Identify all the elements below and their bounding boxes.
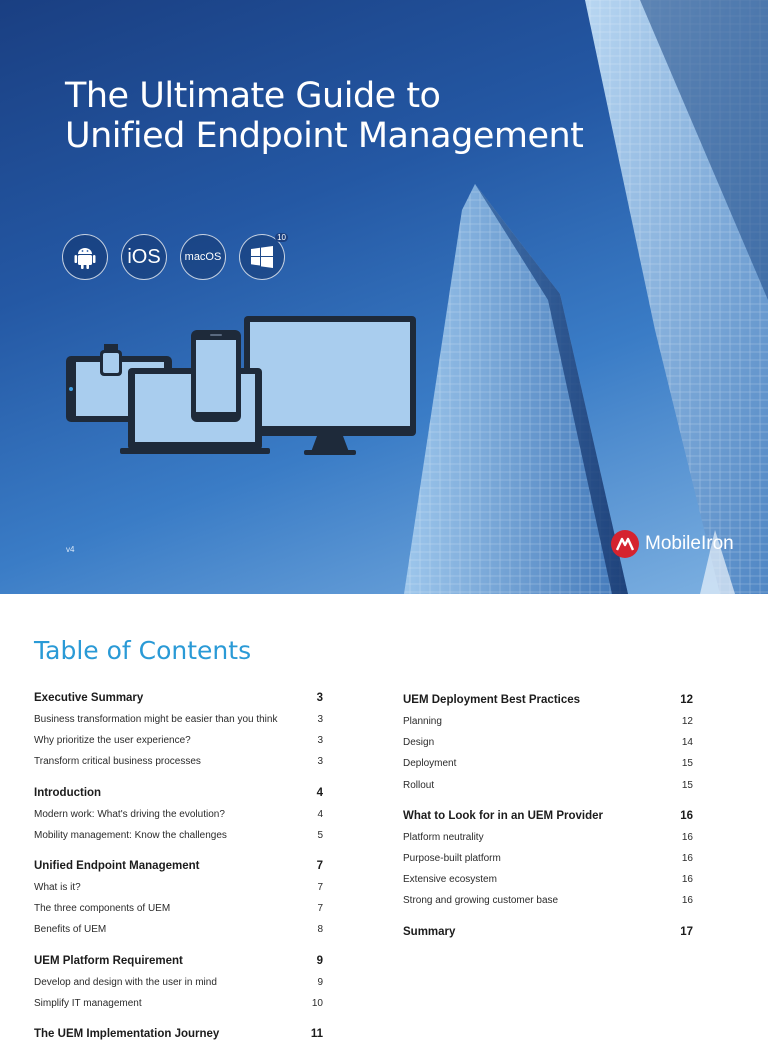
toc-section [34, 692, 323, 778]
toc-entry-page: 16 [681, 895, 693, 907]
windows-icon [251, 246, 273, 268]
toc-heading-title: UEM Platform Requirement [34, 954, 183, 967]
toc-section [403, 694, 693, 801]
toc-entry[interactable] [403, 853, 693, 874]
android-icon [74, 245, 96, 269]
toc-heading-page: 7 [316, 859, 323, 872]
toc-entry-page: 15 [681, 779, 693, 791]
toc-section [34, 860, 323, 946]
toc-section [34, 787, 323, 851]
toc-entry-page: 16 [681, 874, 693, 886]
toc-entry[interactable] [34, 924, 323, 945]
toc-section-heading[interactable] [34, 692, 323, 714]
devices-illustration [62, 314, 422, 464]
toc-section-heading[interactable] [34, 787, 323, 809]
toc-entry[interactable] [403, 832, 693, 853]
windows-badge [239, 234, 285, 280]
toc-heading-page: 4 [316, 786, 323, 799]
toc-entry[interactable] [34, 809, 323, 830]
toc-entry[interactable] [403, 758, 693, 779]
toc-entry-label: Benefits of UEM [34, 924, 107, 936]
toc-heading-title: Summary [403, 925, 456, 938]
toc-title: Table of Contents [34, 636, 252, 665]
cover-title [65, 76, 583, 156]
toc-entry-label: Simplify IT management [34, 997, 142, 1009]
cover-title-line-1: The Ultimate Guide to [65, 76, 441, 116]
toc-entry-page: 14 [681, 737, 693, 749]
toc-entry-page: 10 [311, 997, 323, 1009]
toc-entry-page: 3 [317, 756, 323, 768]
toc-entry[interactable] [403, 895, 693, 916]
toc-entry-page: 7 [317, 881, 323, 893]
toc-entry[interactable] [34, 882, 323, 903]
toc-section [34, 955, 323, 1019]
toc-entry-page: 5 [317, 829, 323, 841]
toc-entry-label: The three components of UEM [34, 903, 171, 915]
toc-heading-title: Introduction [34, 786, 102, 799]
toc-entry-label: Purpose-built platform [403, 852, 501, 864]
cover-title-line-2: Unified Endpoint Management [65, 116, 584, 156]
toc-heading-title: The UEM Implementation Journey [34, 1027, 220, 1040]
toc-entry-label: Planning [403, 716, 442, 727]
toc-left-column [34, 692, 323, 1059]
toc-entry[interactable] [403, 716, 693, 737]
toc-section [34, 1028, 323, 1050]
toc-section-heading[interactable] [34, 955, 323, 977]
toc-right-column [403, 694, 693, 957]
toc-entry[interactable] [34, 714, 323, 735]
toc-entry[interactable] [34, 977, 323, 998]
toc-entry-label: Mobility management: Know the challenges [34, 829, 227, 841]
toc-entry[interactable] [403, 874, 693, 895]
toc-heading-page: 17 [680, 925, 693, 938]
toc-heading-title: UEM Deployment Best Practices [403, 694, 581, 706]
toc-heading-page: 3 [316, 692, 323, 704]
toc-entry-page: 8 [317, 924, 323, 936]
toc-entry-page: 3 [317, 735, 323, 747]
mobileiron-logo-icon [611, 530, 639, 558]
toc-entry-page: 4 [317, 808, 323, 820]
macos-label: macOS [184, 251, 222, 263]
toc-entry[interactable] [403, 737, 693, 758]
version-label: v4 [66, 545, 75, 554]
toc-entry-page: 3 [317, 714, 323, 725]
toc-section [403, 810, 693, 917]
toc-section-heading[interactable] [403, 926, 693, 948]
toc-entry-label: Business transformation might be easier than you think [34, 714, 278, 725]
toc-entry[interactable] [34, 756, 323, 777]
toc-entry-label: Rollout [403, 779, 435, 791]
toc-entry-page: 7 [317, 903, 323, 915]
toc-section-heading[interactable] [34, 1028, 323, 1050]
ios-label: iOS [127, 245, 161, 268]
toc-section-heading[interactable] [403, 810, 693, 832]
toc-heading-title: Executive Summary [34, 692, 144, 704]
toc-entry-label: Platform neutrality [403, 831, 484, 843]
toc-section [403, 926, 693, 948]
mobileiron-logo [611, 530, 734, 558]
toc-heading-page: 12 [680, 694, 693, 706]
toc-entry[interactable] [34, 998, 323, 1019]
toc-entry-page: 16 [681, 831, 693, 843]
macos-badge [180, 234, 226, 280]
toc-section-heading[interactable] [403, 694, 693, 716]
toc-entry-label: Develop and design with the user in mind [34, 976, 217, 988]
toc-entry-label: What is it? [34, 881, 81, 893]
ios-badge [121, 234, 167, 280]
toc-entry-label: Strong and growing customer base [403, 895, 559, 907]
toc-heading-title: What to Look for in an UEM Provider [403, 809, 603, 822]
toc-section-heading[interactable] [34, 860, 323, 882]
windows-version: 10 [277, 233, 286, 242]
toc-heading-page: 9 [316, 954, 323, 967]
toc-entry-page: 15 [681, 758, 693, 770]
toc-entry-page: 9 [317, 976, 323, 988]
toc-entry[interactable] [34, 735, 323, 756]
toc-entry-label: Transform critical business processes [34, 756, 201, 768]
toc-entry[interactable] [34, 830, 323, 851]
toc-heading-page: 16 [680, 809, 693, 822]
toc-entry-label: Why prioritize the user experience? [34, 735, 191, 747]
toc-entry-page: 12 [681, 716, 693, 727]
toc-entry-label: Design [403, 737, 435, 749]
toc-entry-label: Deployment [403, 758, 457, 770]
brand-name: MobileIron [645, 533, 734, 554]
toc-heading-page: 11 [310, 1027, 323, 1040]
android-badge [62, 234, 108, 280]
toc-entry-label: Extensive ecosystem [403, 874, 497, 886]
toc-entry[interactable] [34, 903, 323, 924]
toc-entry-label: Modern work: What's driving the evolution? [34, 808, 225, 820]
toc-entry[interactable] [403, 780, 693, 801]
toc-entry-page: 16 [681, 852, 693, 864]
toc-heading-title: Unified Endpoint Management [34, 859, 200, 872]
